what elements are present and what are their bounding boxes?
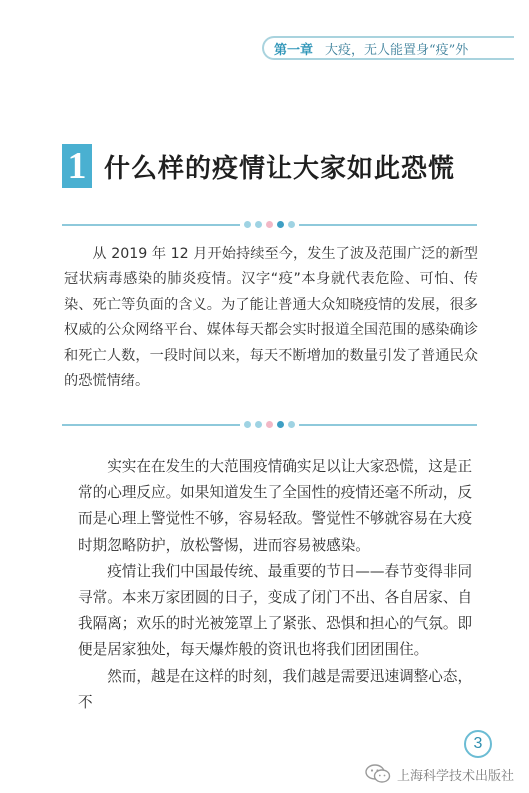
intro-box [64,242,478,394]
divider-dot [288,221,295,228]
body-paragraph: 实实在在发生的大范围疫情确实足以让大家恐慌，这是正常的心理反应。如果知道发生了全国性的疫情还毫不所动，反而是心理上警觉性不够，容易轻敌。警觉性不够就容易在大疫时期忽略防护，放松警惕，进而容易被感染。 [78,458,473,554]
divider-dot [266,221,273,228]
top-divider [62,220,477,230]
chapter-label: 第一章 [274,42,314,58]
divider-dot [244,221,251,228]
section-number: 1 [62,144,92,188]
intro-paragraph: 从 2019 年 12 月开始持续至今，发生了波及范围广泛的新型冠状病毒感染的肺炎疫情。汉字“疫”本身就代表危险、可怕、传染、死亡等负面的含义。为了能让普通大众知晓疫情的发展，很多权威的公众网络平台、媒体每天都会实时报道全国范围的感染确诊和死亡人数，一段时间以来，每天不断增加的数量引发了普通民众的恐慌情绪。 [64,246,478,390]
wechat-icon [365,764,391,784]
divider-dot [277,421,284,428]
body-paragraph: 然而，越是在这样的时刻，我们越是需要迅速调整心态，不 [78,667,473,711]
divider-line-right [299,224,477,226]
divider-dots [244,220,296,230]
section-heading [62,144,455,188]
watermark-text: 上海科学技术出版社 [397,768,515,784]
body-paragraph: 疫情让我们中国最传统、最重要的节日——春节变得非同寻常。本来万家团圆的日子，变成了闭门不出、各自居家、自我隔离；欢乐的时光被笼罩上了紧张、恐惧和担心的气氛。即便是居家独处，每天爆炸般的资讯也将我们团团围住。 [78,562,473,659]
divider-dot [288,421,295,428]
divider-dot [244,421,251,428]
bottom-divider [62,420,477,430]
divider-dots [244,420,296,430]
chapter-title: 大疫，无人能置身“疫”外 [325,42,469,58]
divider-line-right [299,424,477,426]
divider-dot [255,221,262,228]
divider-line-left [62,424,240,426]
divider-dot [277,221,284,228]
divider-line-left [62,224,240,226]
publisher-watermark [365,764,514,784]
chapter-header [262,36,514,60]
section-title: 什么样的疫情让大家如此恐慌 [104,153,456,184]
divider-dot [266,421,273,428]
divider-dot [255,421,262,428]
page-number: 3 [464,730,492,758]
body-text [78,454,476,716]
